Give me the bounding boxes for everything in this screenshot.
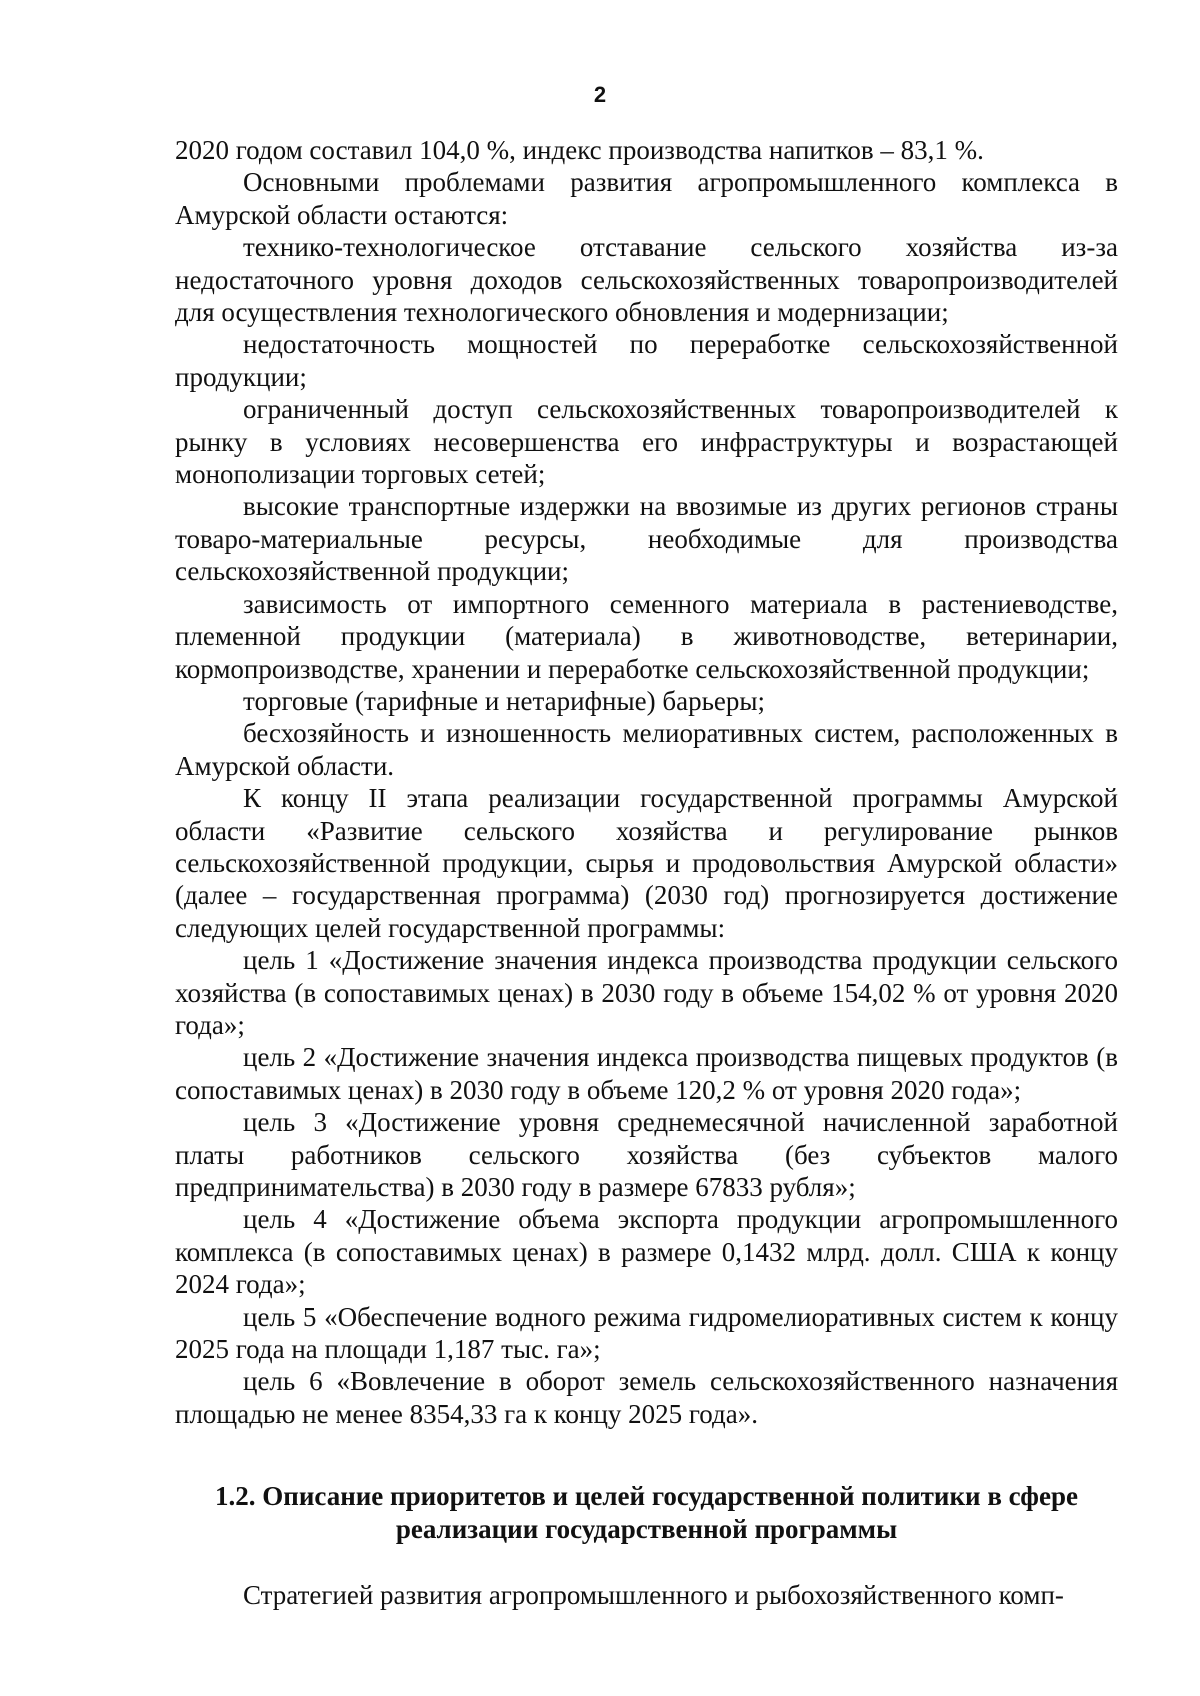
section-heading-line: реализации государственной программы	[395, 1513, 898, 1544]
goal-item: цель 1 «Достижение значения индекса производства продукции сельского хозяйства (в сопоставимых ценах) в 2030 году в объеме 154,02 % от уровня 2020 года»;	[175, 945, 1118, 1040]
page-number: 2	[593, 82, 607, 107]
paragraph: К концу II этапа реализации государственной программы Амурской области «Развитие сельского хозяйства и регулирование рынков сельскохозяйственной продукции, сырья и продовольствия Амурской области» (далее – государственная программа) (2030 год) прогнозируется достижение следующих целей государственной программы:	[175, 783, 1118, 943]
list-item: ограниченный доступ сельскохозяйственных товаропроизводителей к рынку в условиях несовершенства его инфраструктуры и возрастающей монополизации торговых сетей;	[175, 394, 1118, 490]
paragraph: 2020 годом составил 104,0 %, индекс производства напитков – 83,1 %.	[175, 135, 984, 165]
goal-item: цель 5 «Обеспечение водного режима гидромелиоративных систем к концу 2025 года на площади 1,187 тыс. га»;	[175, 1301, 1118, 1365]
goal-item: цель 3 «Достижение уровня среднемесячной начисленной заработной платы работников сельского хозяйства (без субъектов малого предпринимательства) в 2030 году в размере 67833 рубля»;	[175, 1107, 1118, 1202]
section-heading-line: 1.2. Описание приоритетов и целей государственной политики в сфере	[215, 1481, 1078, 1512]
section-heading	[175, 1480, 1118, 1545]
goal-item: цель 6 «Вовлечение в оборот земель сельскохозяйственного назначения площадью не менее 8354,33 га к концу 2025 года».	[175, 1366, 1118, 1429]
list-item: бесхозяйность и изношенность мелиоративных систем, расположенных в Амурской области.	[175, 718, 1118, 781]
list-item: торговые (тарифные и нетарифные) барьеры;	[243, 685, 766, 716]
paragraph: Основными проблемами развития агропромышленного комплекса в Амурской области остаются:	[175, 167, 1118, 230]
paragraph: Стратегией развития агропромышленного и рыбохозяйственного комп-	[243, 1580, 1064, 1611]
goal-item: цель 2 «Достижение значения индекса производства пищевых продуктов (в сопоставимых ценах) в 2030 году в объеме 120,2 % от уровня 2020 года»;	[175, 1042, 1118, 1105]
list-item: технико-технологическое отставание сельского хозяйства из-за недостаточного уровня доходов сельскохозяйственных товаропроизводителей для осуществления технологического обновления и модернизации;	[175, 232, 1118, 328]
list-item: высокие транспортные издержки на ввозимые из других регионов страны товаро-материальные ресурсы, необходимые для производства сельскохозяйственной продукции;	[175, 491, 1118, 587]
list-item: недостаточность мощностей по переработке сельскохозяйственной продукции;	[175, 329, 1118, 392]
list-item: зависимость от импортного семенного материала в растениеводстве, племенной продукции (материала) в животноводстве, ветеринарии, кормопроизводстве, хранении и переработке сельскохозяйственной продукции;	[175, 588, 1118, 684]
goal-item: цель 4 «Достижение объема экспорта продукции агропромышленного комплекса (в сопоставимых ценах) в размере 0,1432 млрд. долл. США к концу 2024 года»;	[175, 1204, 1118, 1300]
document-body	[175, 134, 1118, 1611]
